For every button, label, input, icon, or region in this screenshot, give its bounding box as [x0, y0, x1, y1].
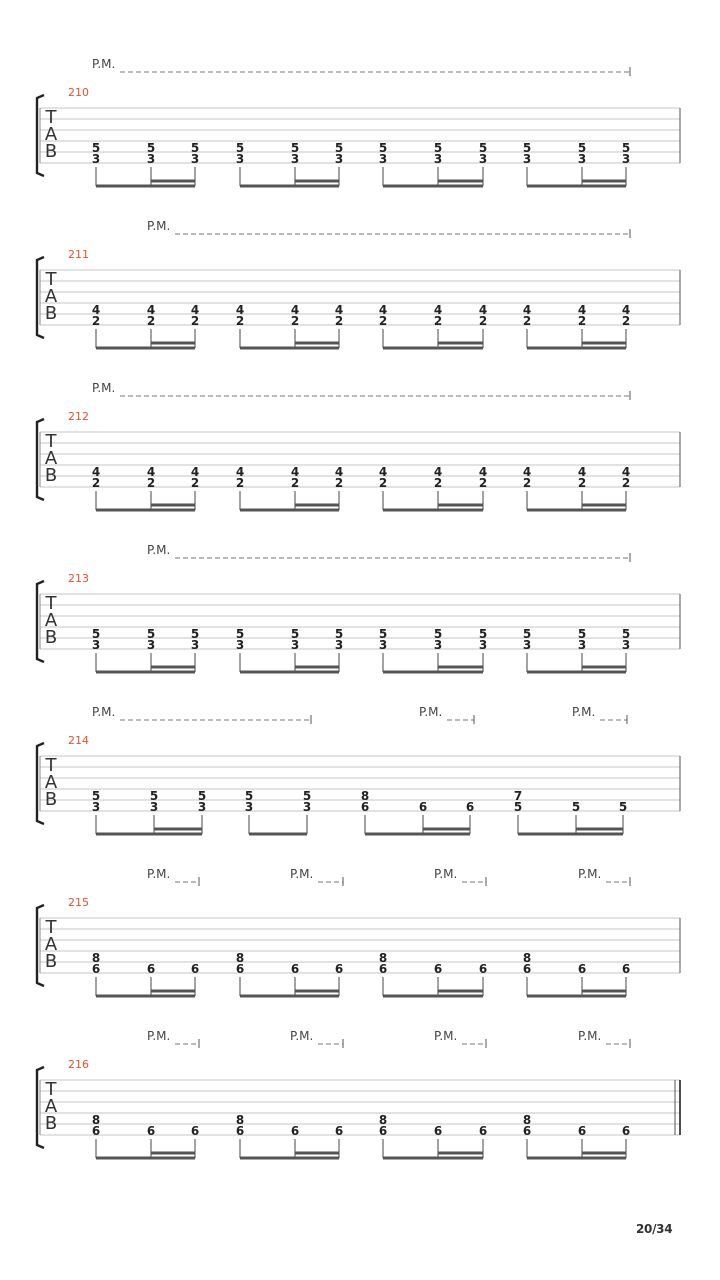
fret-number: 6	[433, 962, 443, 976]
fret-number: 3	[244, 800, 254, 814]
measure-number: 214	[68, 734, 89, 747]
tab-system-215	[37, 867, 680, 996]
fret-number: 5	[478, 141, 488, 155]
measure-number: 213	[68, 572, 89, 585]
fret-number: 8	[522, 1113, 532, 1127]
fret-number: 4	[433, 303, 443, 317]
fret-number: 3	[235, 638, 245, 652]
fret-number: 4	[433, 465, 443, 479]
fret-number: 6	[146, 962, 156, 976]
fret-number: 4	[91, 303, 101, 317]
fret-number: 5	[621, 627, 631, 641]
fret-number: 4	[334, 303, 344, 317]
fret-number: 2	[478, 314, 488, 328]
fret-number: 2	[235, 314, 245, 328]
fret-number: 6	[146, 1124, 156, 1138]
fret-number: 8	[91, 951, 101, 965]
fret-number: 4	[334, 465, 344, 479]
tab-clef-letter-t: T	[45, 917, 57, 938]
fret-number: 5	[334, 141, 344, 155]
fret-number: 3	[433, 152, 443, 166]
page-number: 20/34	[636, 1222, 673, 1236]
fret-number: 2	[91, 314, 101, 328]
tab-clef-letter-b: B	[44, 303, 58, 324]
fret-number: 4	[522, 303, 532, 317]
fret-number: 4	[290, 303, 300, 317]
tab-clef-letter-b: B	[44, 1113, 58, 1134]
fret-number: 4	[621, 303, 631, 317]
fret-number: 3	[378, 152, 388, 166]
fret-number: 5	[522, 627, 532, 641]
fret-number: 8	[91, 1113, 101, 1127]
fret-number: 5	[513, 800, 523, 814]
tab-clef-letter-t: T	[45, 431, 57, 452]
fret-number: 8	[235, 1113, 245, 1127]
fret-number: 4	[190, 465, 200, 479]
tab-clef-letter-a: A	[44, 448, 58, 469]
tab-clef-letter-t: T	[45, 107, 57, 128]
fret-number: 5	[91, 141, 101, 155]
fret-number: 5	[91, 789, 101, 803]
tab-clef-letter-t: T	[45, 755, 57, 776]
palm-mute-label: P.M.	[147, 867, 171, 881]
palm-mute-label: P.M.	[147, 543, 171, 557]
fret-number: 3	[577, 152, 587, 166]
fret-number: 4	[378, 465, 388, 479]
fret-number: 6	[360, 800, 370, 814]
fret-number: 4	[190, 303, 200, 317]
fret-number: 3	[334, 152, 344, 166]
fret-number: 4	[235, 303, 245, 317]
fret-number: 4	[91, 465, 101, 479]
fret-number: 5	[244, 789, 254, 803]
fret-number: 4	[378, 303, 388, 317]
fret-number: 4	[478, 465, 488, 479]
fret-number: 5	[190, 141, 200, 155]
fret-number: 4	[146, 303, 156, 317]
fret-number: 3	[146, 638, 156, 652]
fret-number: 5	[302, 789, 312, 803]
tab-system-216	[37, 1029, 680, 1158]
fret-number: 6	[478, 1124, 488, 1138]
fret-number: 5	[522, 141, 532, 155]
palm-mute-label: P.M.	[92, 57, 116, 71]
fret-number: 5	[478, 627, 488, 641]
palm-mute-label: P.M.	[92, 705, 116, 719]
measure-number: 215	[68, 896, 89, 909]
tab-system-210	[37, 57, 680, 186]
fret-number: 2	[334, 314, 344, 328]
fret-number: 7	[513, 789, 523, 803]
fret-number: 4	[146, 465, 156, 479]
fret-number: 2	[522, 314, 532, 328]
tab-clef-letter-a: A	[44, 934, 58, 955]
fret-number: 3	[302, 800, 312, 814]
fret-number: 3	[290, 152, 300, 166]
fret-number: 8	[378, 951, 388, 965]
fret-number: 4	[577, 303, 587, 317]
fret-number: 3	[478, 152, 488, 166]
fret-number: 3	[522, 638, 532, 652]
fret-number: 6	[190, 962, 200, 976]
fret-number: 2	[190, 476, 200, 490]
fret-number: 2	[577, 314, 587, 328]
palm-mute-label: P.M.	[290, 1029, 314, 1043]
fret-number: 6	[235, 1124, 245, 1138]
fret-number: 4	[235, 465, 245, 479]
fret-number: 8	[235, 951, 245, 965]
fret-number: 2	[621, 314, 631, 328]
tab-clef-letter-a: A	[44, 610, 58, 631]
fret-number: 3	[91, 800, 101, 814]
tab-system-214	[37, 705, 680, 834]
tab-clef-letter-b: B	[44, 465, 58, 486]
tab-clef-letter-t: T	[45, 269, 57, 290]
tab-system-213	[37, 543, 680, 672]
fret-number: 6	[478, 962, 488, 976]
fret-number: 5	[621, 141, 631, 155]
fret-number: 5	[378, 627, 388, 641]
measure-number: 211	[68, 248, 89, 261]
fret-number: 6	[577, 1124, 587, 1138]
fret-number: 6	[418, 800, 428, 814]
fret-number: 6	[91, 962, 101, 976]
fret-number: 3	[190, 638, 200, 652]
fret-number: 6	[621, 1124, 631, 1138]
fret-number: 8	[522, 951, 532, 965]
fret-number: 3	[478, 638, 488, 652]
tab-clef-letter-b: B	[44, 141, 58, 162]
fret-number: 2	[378, 314, 388, 328]
measure-number: 210	[68, 86, 89, 99]
fret-number: 6	[522, 1124, 532, 1138]
fret-number: 4	[522, 465, 532, 479]
tab-clef-letter-b: B	[44, 789, 58, 810]
fret-number: 8	[360, 789, 370, 803]
tab-system-212	[37, 381, 680, 510]
palm-mute-label: P.M.	[578, 1029, 602, 1043]
fret-number: 2	[433, 476, 443, 490]
measure-number: 216	[68, 1058, 89, 1071]
palm-mute-label: P.M.	[578, 867, 602, 881]
fret-number: 5	[334, 627, 344, 641]
palm-mute-label: P.M.	[434, 1029, 458, 1043]
fret-number: 6	[522, 962, 532, 976]
fret-number: 2	[378, 476, 388, 490]
fret-number: 2	[433, 314, 443, 328]
fret-number: 6	[465, 800, 475, 814]
palm-mute-label: P.M.	[290, 867, 314, 881]
fret-number: 5	[433, 627, 443, 641]
fret-number: 5	[577, 627, 587, 641]
fret-number: 6	[378, 962, 388, 976]
fret-number: 8	[378, 1113, 388, 1127]
tab-clef-letter-a: A	[44, 1096, 58, 1117]
palm-mute-label: P.M.	[147, 219, 171, 233]
fret-number: 4	[290, 465, 300, 479]
tab-clef-letter-a: A	[44, 772, 58, 793]
fret-number: 2	[146, 476, 156, 490]
fret-number: 5	[618, 800, 628, 814]
fret-number: 5	[577, 141, 587, 155]
fret-number: 3	[577, 638, 587, 652]
tab-clef-letter-a: A	[44, 124, 58, 145]
fret-number: 5	[378, 141, 388, 155]
fret-number: 6	[290, 962, 300, 976]
fret-number: 2	[334, 476, 344, 490]
palm-mute-label: P.M.	[147, 1029, 171, 1043]
tab-system-211	[37, 219, 680, 348]
fret-number: 3	[378, 638, 388, 652]
fret-number: 5	[235, 141, 245, 155]
fret-number: 5	[149, 789, 159, 803]
palm-mute-label: P.M.	[572, 705, 596, 719]
fret-number: 3	[91, 638, 101, 652]
tab-clef-letter-a: A	[44, 286, 58, 307]
fret-number: 5	[91, 627, 101, 641]
fret-number: 4	[621, 465, 631, 479]
palm-mute-label: P.M.	[92, 381, 116, 395]
fret-number: 6	[334, 962, 344, 976]
fret-number: 6	[621, 962, 631, 976]
fret-number: 3	[621, 152, 631, 166]
fret-number: 6	[334, 1124, 344, 1138]
fret-number: 6	[235, 962, 245, 976]
fret-number: 3	[334, 638, 344, 652]
fret-number: 2	[577, 476, 587, 490]
fret-number: 5	[433, 141, 443, 155]
fret-number: 3	[91, 152, 101, 166]
fret-number: 3	[522, 152, 532, 166]
tab-clef-letter-t: T	[45, 1079, 57, 1100]
fret-number: 2	[91, 476, 101, 490]
palm-mute-label: P.M.	[419, 705, 443, 719]
fret-number: 6	[190, 1124, 200, 1138]
fret-number: 2	[290, 314, 300, 328]
tab-clef-letter-t: T	[45, 593, 57, 614]
fret-number: 3	[149, 800, 159, 814]
palm-mute-label: P.M.	[434, 867, 458, 881]
fret-number: 5	[235, 627, 245, 641]
fret-number: 3	[197, 800, 207, 814]
fret-number: 6	[91, 1124, 101, 1138]
fret-number: 5	[190, 627, 200, 641]
fret-number: 3	[146, 152, 156, 166]
fret-number: 5	[146, 141, 156, 155]
fret-number: 5	[290, 141, 300, 155]
fret-number: 6	[378, 1124, 388, 1138]
fret-number: 2	[190, 314, 200, 328]
fret-number: 6	[433, 1124, 443, 1138]
fret-number: 5	[290, 627, 300, 641]
fret-number: 4	[478, 303, 488, 317]
fret-number: 6	[577, 962, 587, 976]
fret-number: 2	[290, 476, 300, 490]
fret-number: 2	[235, 476, 245, 490]
fret-number: 2	[522, 476, 532, 490]
tab-clef-letter-b: B	[44, 627, 58, 648]
fret-number: 4	[577, 465, 587, 479]
fret-number: 3	[235, 152, 245, 166]
fret-number: 2	[478, 476, 488, 490]
tab-clef-letter-b: B	[44, 951, 58, 972]
fret-number: 5	[197, 789, 207, 803]
fret-number: 6	[290, 1124, 300, 1138]
fret-number: 2	[146, 314, 156, 328]
fret-number: 3	[290, 638, 300, 652]
fret-number: 3	[621, 638, 631, 652]
fret-number: 5	[146, 627, 156, 641]
fret-number: 3	[433, 638, 443, 652]
fret-number: 3	[190, 152, 200, 166]
measure-number: 212	[68, 410, 89, 423]
fret-number: 2	[621, 476, 631, 490]
fret-number: 5	[571, 800, 581, 814]
